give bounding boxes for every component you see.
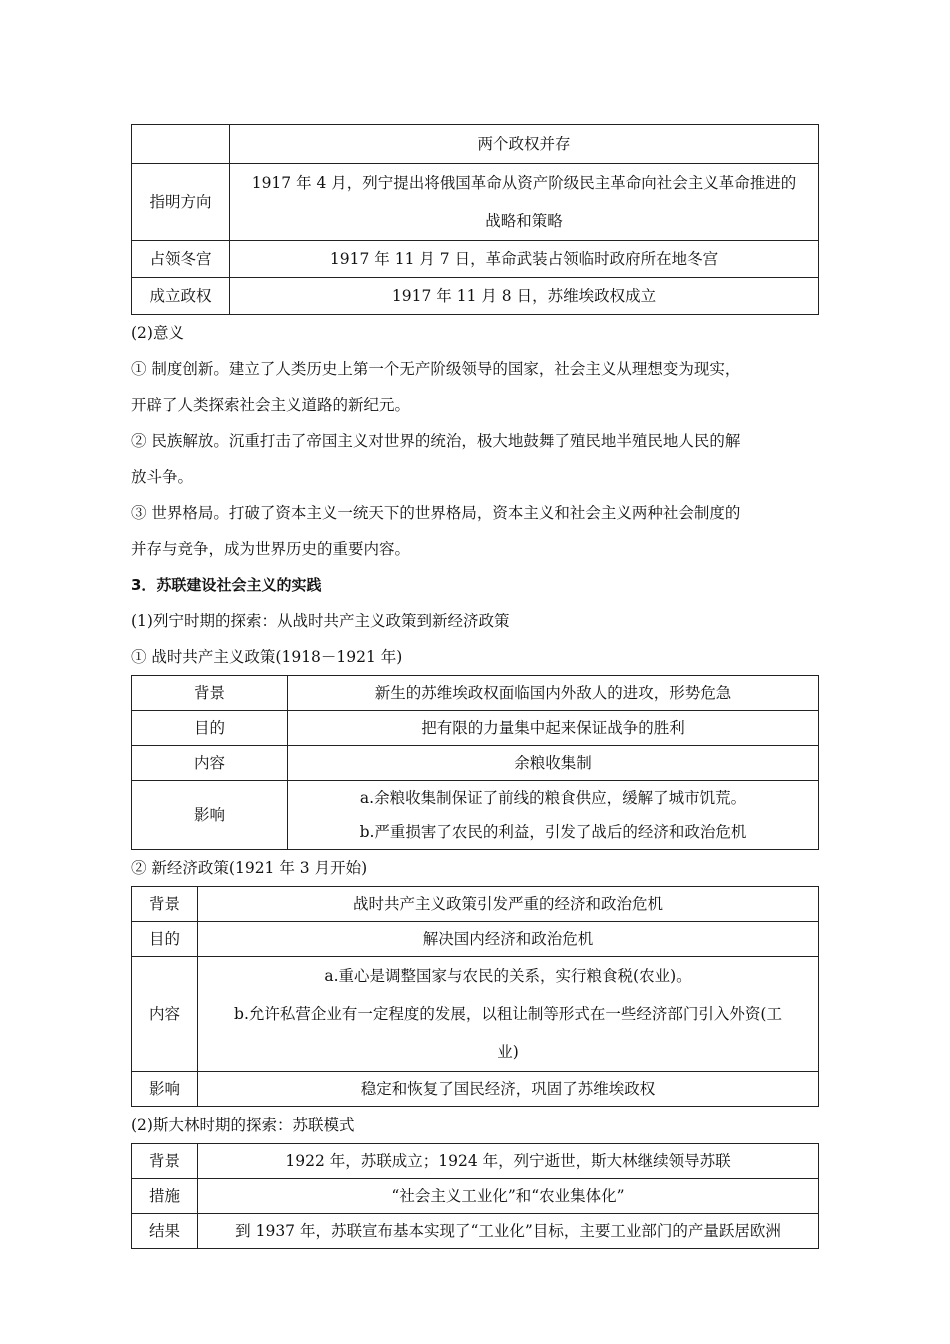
table-row [132, 1179, 819, 1214]
row-label: 目的 [132, 922, 198, 957]
cell-text: 1922 年，苏联成立；1924 年，列宁逝世，斯大林继续领导苏联 [285, 1152, 731, 1170]
row-content [288, 676, 819, 711]
row-label: 占领冬宫 [132, 241, 230, 278]
table-row [132, 278, 819, 315]
table-row [132, 241, 819, 278]
paragraph-line: ① 制度创新。建立了人类历史上第一个无产阶级领导的国家，社会主义从理想变为现实， [131, 360, 741, 378]
cell-text: a.重心是调整国家与农民的关系，实行粮食税(农业)。 [324, 967, 692, 985]
war-communism-title: ① 战时共产主义政策(1918－1921 年) [131, 648, 403, 666]
cell-text: 新生的苏维埃政权面临国内外敌人的进攻，形势危急 [374, 684, 732, 702]
table-row [132, 676, 819, 711]
cell-text: 1917 年 4 月，列宁提出将俄国革命从资产阶级民主革命向社会主义革命推进的 [251, 174, 797, 192]
row-label: 成立政权 [132, 278, 230, 315]
row-content [198, 1072, 819, 1107]
table-row [132, 1072, 819, 1107]
cell-text: 1917 年 11 月 7 日，革命武装占领临时政府所在地冬宫 [329, 250, 719, 268]
nep-title: ② 新经济政策(1921 年 3 月开始) [131, 859, 368, 877]
row-label: 目的 [132, 711, 288, 746]
significance-title: (2)意义 [131, 324, 184, 342]
table-row [132, 711, 819, 746]
paragraph-line: ③ 世界格局。打破了资本主义一统天下的世界格局，资本主义和社会主义两种社会制度的 [131, 504, 741, 522]
table-row [132, 922, 819, 957]
table-row [132, 887, 819, 922]
paragraph-line: 开辟了人类探索社会主义道路的新纪元。 [131, 396, 411, 414]
section-heading: 3．苏联建设社会主义的实践 [131, 576, 322, 594]
table-row [132, 125, 819, 164]
cell-text: b.允许私营企业有一定程度的发展，以租让制等形式在一些经济部门引入外资(工 [234, 1005, 782, 1023]
cell-text: 1917 年 11 月 8 日，苏维埃政权成立 [391, 287, 657, 305]
row-content [198, 1144, 819, 1179]
row-content [198, 957, 819, 1072]
cell-text: 把有限的力量集中起来保证战争的胜利 [421, 719, 685, 737]
document-page [131, 124, 819, 1249]
row-label: 影响 [132, 1072, 198, 1107]
cell-text: 业) [497, 1043, 519, 1061]
table-row [132, 957, 819, 1072]
row-label [132, 125, 230, 164]
row-label: 结果 [132, 1214, 198, 1249]
revolution-table [131, 124, 819, 315]
row-content [230, 241, 819, 278]
table-row [132, 1214, 819, 1249]
significance-item [131, 351, 819, 423]
row-content [230, 164, 819, 241]
row-content [288, 711, 819, 746]
row-label: 内容 [132, 957, 198, 1072]
table-row [132, 164, 819, 241]
row-label: 影响 [132, 781, 288, 850]
paragraph-line: 并存与竞争，成为世界历史的重要内容。 [131, 540, 411, 558]
subsection-title: (2)斯大林时期的探索：苏联模式 [131, 1116, 355, 1134]
cell-text: 余粮收集制 [514, 754, 592, 772]
row-content [288, 746, 819, 781]
nep-table [131, 886, 819, 1107]
cell-text: a.余粮收集制保证了前线的粮食供应，缓解了城市饥荒。 [359, 789, 747, 807]
paragraph-line: ② 民族解放。沉重打击了帝国主义对世界的统治，极大地鼓舞了殖民地半殖民地人民的解 [131, 432, 741, 450]
table-row [132, 746, 819, 781]
significance-item [131, 423, 819, 495]
row-content [198, 1214, 819, 1249]
row-content [198, 1179, 819, 1214]
table-row [132, 1144, 819, 1179]
row-label: 措施 [132, 1179, 198, 1214]
subsection-title: (1)列宁时期的探索：从战时共产主义政策到新经济政策 [131, 612, 510, 630]
cell-text: 战时共产主义政策引发严重的经济和政治危机 [352, 895, 663, 913]
row-label: 内容 [132, 746, 288, 781]
row-label: 指明方向 [132, 164, 230, 241]
row-content [198, 922, 819, 957]
war-communism-table [131, 675, 819, 850]
row-label: 背景 [132, 1144, 198, 1179]
row-label: 背景 [132, 676, 288, 711]
cell-text: 稳定和恢复了国民经济，巩固了苏维埃政权 [360, 1080, 656, 1098]
row-content [288, 781, 819, 850]
cell-text: 战略和策略 [485, 212, 563, 230]
table-row [132, 781, 819, 850]
row-content [230, 278, 819, 315]
stalin-table [131, 1143, 819, 1249]
cell-text: 到 1937 年，苏联宣布基本实现了“工业化”目标，主要工业部门的产量跃居欧洲 [235, 1222, 781, 1240]
row-label: 背景 [132, 887, 198, 922]
cell-text: 两个政权并存 [477, 135, 571, 153]
significance-item [131, 495, 819, 567]
paragraph-line: 放斗争。 [131, 468, 194, 486]
cell-text: 解决国内经济和政治危机 [422, 930, 594, 948]
cell-text: b.严重损害了农民的利益，引发了战后的经济和政治危机 [359, 823, 747, 841]
row-content [230, 125, 819, 164]
row-content [198, 887, 819, 922]
cell-text: “社会主义工业化”和“农业集体化” [391, 1187, 625, 1205]
